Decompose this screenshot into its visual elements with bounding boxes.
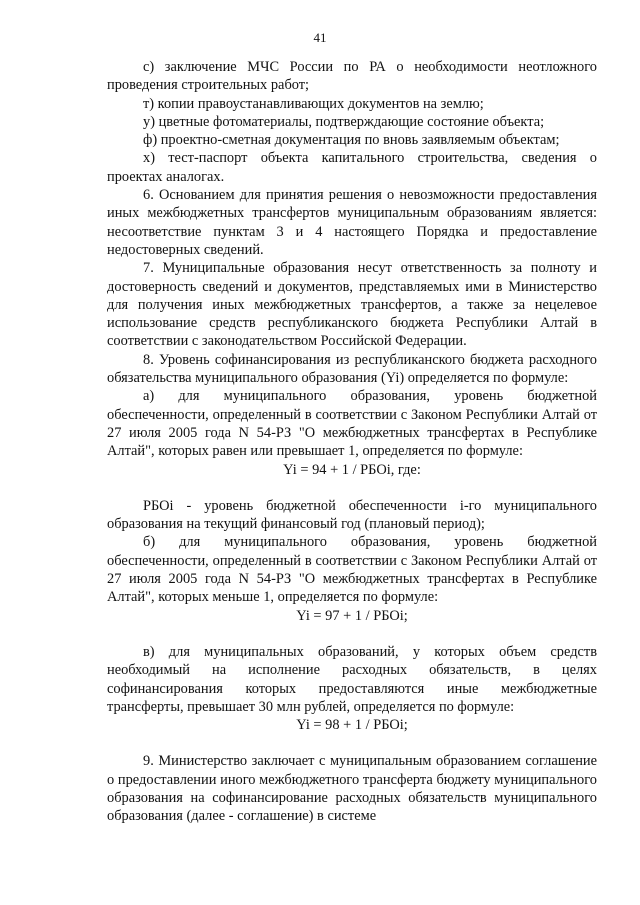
- formula-v: Yi = 98 + 1 / РБОi;: [296, 717, 408, 734]
- paragraph-8: 8. Уровень софинансирования из республиканского бюджета расходного обязательства муниципального образования (Yi) определяется по формуле:: [107, 351, 597, 387]
- paragraph-8v: в) для муниципальных образований, у которых объем средств необходимый на исполнение расходных обязательств, в целях софинансирования которых предоставляются иные межбюджетные трансферты, превышает 30 млн рублей, определяется по формуле:: [107, 643, 597, 715]
- paragraph-8a: а) для муниципального образования, уровень бюджетной обеспеченности, определенный в соответствии с Законом Республики Алтай от 27 июля 2005 года N 54-РЗ "О межбюджетных трансфертах в Республике Алтай", которых равен или превышает 1, определяется по формуле:: [107, 388, 597, 460]
- paragraph-6: 6. Основанием для принятия решения о невозможности предоставления иных межбюджетных трансфертов муниципальным образованиям является: несоответствие пунктам 3 и 4 настоящего Порядка и предоставление недостоверных сведений.: [107, 187, 597, 258]
- paragraph-item-s: с) заключение МЧС России по РА о необходимости неотложного проведения строительных работ;: [107, 59, 597, 94]
- paragraph-item-u: у) цветные фотоматериалы, подтверждающие состояние объекта;: [143, 113, 545, 130]
- paragraph-item-t: т) копии правоустанавливающих документов на землю;: [143, 95, 484, 112]
- spacer: [107, 479, 597, 497]
- paragraph-7: 7. Муниципальные образования несут ответственность за полноту и достоверность сведений и документов, представляемых ими в Министерство для получения иных межбюджетных трансфертов, а также за нецелевое использование средств республиканского бюджета Республики Алтай в соответствии с законодательством Российской Федерации.: [107, 260, 597, 350]
- paragraph-8b: б) для муниципального образования, уровень бюджетной обеспеченности, определенный в соответствии с Законом Республики Алтай от 27 июля 2005 года N 54-РЗ "О межбюджетных трансфертах в Республике Алтай", которых меньше 1, определяется по формуле:: [107, 534, 597, 606]
- paragraph-item-f: ф) проектно-сметная документация по вновь заявляемым объектам;: [143, 132, 560, 149]
- spacer: [107, 625, 597, 643]
- formula-a: Yi = 94 + 1 / РБОi, где:: [283, 461, 421, 478]
- paragraph-item-kh: х) тест-паспорт объекта капитального строительства, сведения о проектах аналогах.: [107, 150, 597, 185]
- paragraph-9: 9. Министерство заключает с муниципальным образованием соглашение о предоставлении иного межбюджетного трансферта бюджету муниципального образования на софинансирование расходных обязательств муниципального образования (далее - соглашение) в системе: [107, 753, 597, 825]
- spacer: [107, 734, 597, 752]
- document-body: [107, 58, 597, 826]
- paragraph-rbo-definition: РБОi - уровень бюджетной обеспеченности i-го муниципального образования на текущий финансовый год (плановый период);: [107, 497, 597, 533]
- formula-b: Yi = 97 + 1 / РБОi;: [296, 607, 408, 624]
- page-number: 41: [313, 30, 327, 45]
